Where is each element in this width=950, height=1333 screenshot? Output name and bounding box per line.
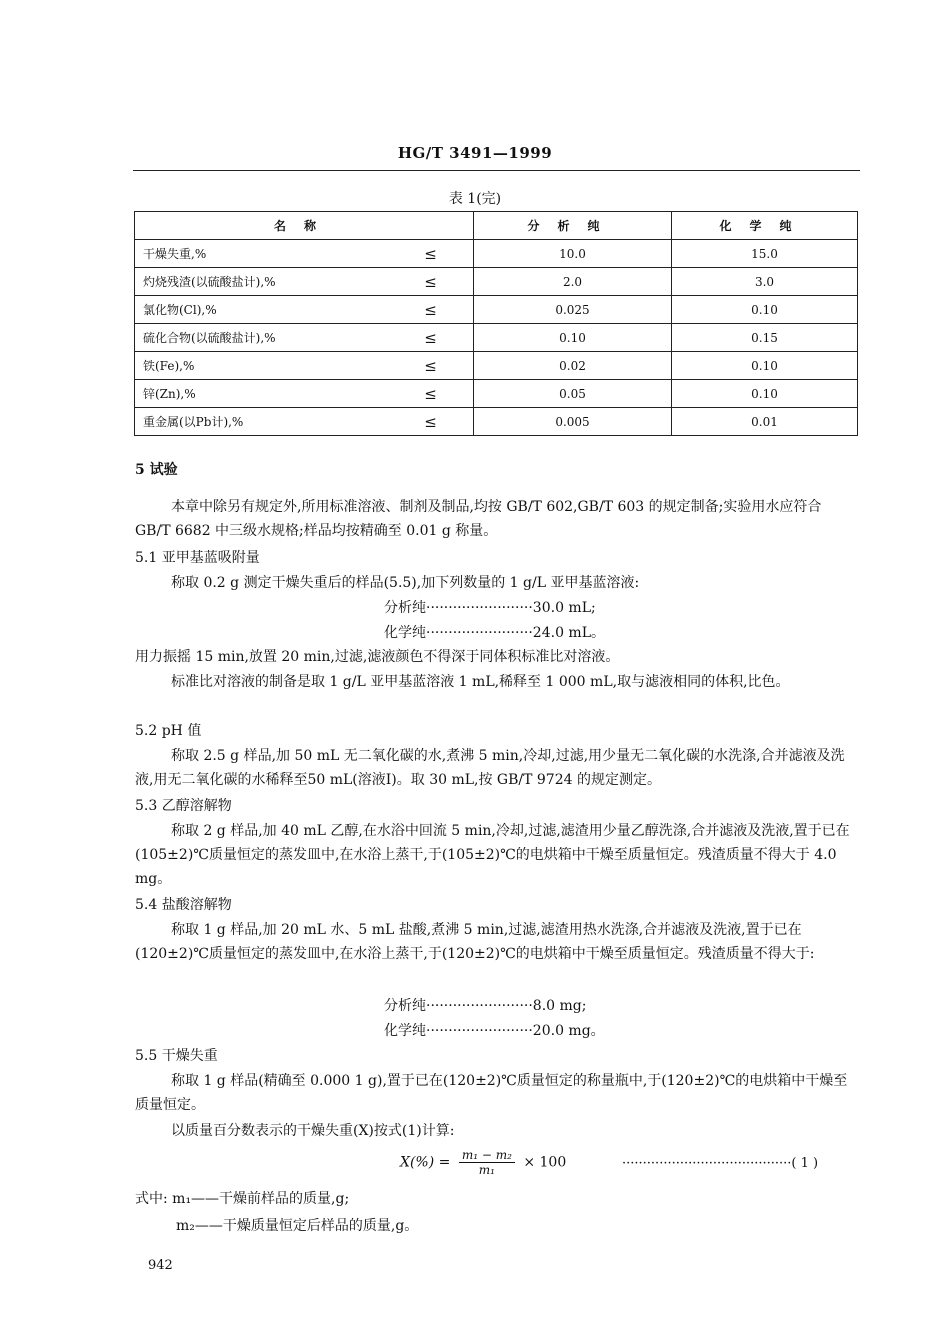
section-5-5-para-1: 称取 1 g 样品(精确至 0.000 1 g),置于已在(120±2)℃质量恒定的称量瓶中,于(120±2)℃的电烘箱中干燥至质量恒定。 [135, 1073, 848, 1113]
section-5-3-title: 5.3 乙醇溶解物 [135, 798, 232, 814]
section-5-1-para-2: 用力振摇 15 min,放置 20 min,过滤,滤液颜色不得深于同体积标准比对溶液。 [135, 649, 620, 665]
table-row [135, 296, 858, 324]
row-name: 铁(Fe),% [135, 352, 389, 380]
row-ar: 10.0 [474, 240, 672, 268]
row-name: 氯化物(Cl),% [135, 296, 389, 324]
section-5-2-title: 5.2 pH 值 [135, 723, 202, 739]
col-header-ar: 分析纯 [474, 212, 672, 240]
row-name: 重金属(以Pb计),% [135, 408, 389, 436]
row-op: ≤ [388, 408, 474, 436]
table-row [135, 380, 858, 408]
table-row [135, 268, 858, 296]
row-ar: 0.10 [474, 324, 672, 352]
table-row [135, 240, 858, 268]
section-5-2-para-1: 称取 2.5 g 样品,加 50 mL 无二氧化碳的水,煮沸 5 min,冷却,过滤,用少量无二氧化碳的水洗涤,合并滤液及洗液,用无二氧化碳的水稀释至50 mL(溶液Ⅰ)。取 30 mL,按 GB/T 9724 的规定测定。 [135, 748, 845, 788]
formula-lhs: X(%) = [400, 1154, 451, 1171]
row-name: 锌(Zn),% [135, 380, 389, 408]
row-cp: 3.0 [672, 268, 858, 296]
standard-code: HG/T 3491—1999 [397, 144, 553, 162]
section-5-1-para-3: 标准比对溶液的制备是取 1 g/L 亚甲基蓝溶液 1 mL,稀释至 1 000 mL,取与滤液相同的体积,比色。 [171, 674, 790, 690]
section-5-1-para-1: 称取 0.2 g 测定干燥失重后的样品(5.5),加下列数量的 1 g/L 亚甲基蓝溶液: [171, 575, 640, 591]
row-cp: 0.10 [672, 380, 858, 408]
section-5-intro: 本章中除另有规定外,所用标准溶液、制剂及制品,均按 GB/T 602,GB/T 603 的规定制备;实验用水应符合 GB/T 6682 中三级水规格;样品均按精确至 0.01 g 称量。 [135, 499, 822, 539]
row-op: ≤ [388, 352, 474, 380]
row-op: ≤ [388, 296, 474, 324]
section-5-title: 5 试验 [135, 462, 178, 478]
formula-numerator: m₁ − m₂ [459, 1148, 515, 1163]
formula-where-1: 式中: m₁——干燥前样品的质量,g; [135, 1191, 350, 1207]
row-cp: 0.01 [672, 408, 858, 436]
table-row [135, 408, 858, 436]
spec-table [134, 211, 858, 436]
row-name: 灼烧残渣(以硫酸盐计),% [135, 268, 389, 296]
page-number: 942 [148, 1258, 173, 1273]
section-5-1-item-ar: 分析纯························30.0 mL; [384, 600, 596, 616]
row-op: ≤ [388, 380, 474, 408]
formula-number: ·········································( 1 ) [622, 1156, 819, 1171]
row-name: 硫化合物(以硫酸盐计),% [135, 324, 389, 352]
row-cp: 0.10 [672, 352, 858, 380]
section-5-5-para-2: 以质量百分数表示的干燥失重(X)按式(1)计算: [171, 1123, 455, 1139]
formula-denominator: m₁ [478, 1163, 495, 1177]
section-5-4-title: 5.4 盐酸溶解物 [135, 897, 232, 913]
section-5-4-item-cp: 化学纯························20.0 mg。 [384, 1023, 605, 1039]
table-row [135, 352, 858, 380]
row-ar: 0.005 [474, 408, 672, 436]
row-op: ≤ [388, 268, 474, 296]
header-rule [133, 170, 860, 171]
row-op: ≤ [388, 240, 474, 268]
section-5-3-para-1: 称取 2 g 样品,加 40 mL 乙醇,在水浴中回流 5 min,冷却,过滤,滤渣用少量乙醇洗涤,合并滤液及洗液,置于已在(105±2)℃质量恒定的蒸发皿中,在水浴上蒸干,于(105±2)℃的电烘箱中干燥至质量恒定。残渣质量不得大于 4.0 mg。 [135, 823, 850, 887]
table-caption: 表 1(完) [448, 191, 502, 207]
col-header-cp: 化学纯 [672, 212, 858, 240]
row-ar: 0.05 [474, 380, 672, 408]
section-5-5-title: 5.5 干燥失重 [135, 1048, 218, 1064]
section-5-1-item-cp: 化学纯························24.0 mL。 [384, 625, 605, 641]
section-5-4-item-ar: 分析纯························8.0 mg; [384, 998, 587, 1014]
section-5-1-title: 5.1 亚甲基蓝吸附量 [135, 550, 260, 566]
formula-1 [400, 1148, 566, 1177]
row-cp: 0.15 [672, 324, 858, 352]
section-5-4-para-1: 称取 1 g 样品,加 20 mL 水、5 mL 盐酸,煮沸 5 min,过滤,滤渣用热水洗涤,合并滤液及洗液,置于已在(120±2)℃质量恒定的蒸发皿中,在水浴上蒸干,于(120±2)℃的电烘箱中干燥至质量恒定。残渣质量不得大于: [135, 922, 815, 962]
table-header-row [135, 212, 858, 240]
col-header-name: 名称 [135, 212, 474, 240]
formula-fraction [459, 1148, 515, 1177]
formula-rhs: × 100 [523, 1154, 567, 1171]
row-ar: 2.0 [474, 268, 672, 296]
row-ar: 0.025 [474, 296, 672, 324]
formula-where-2: m₂——干燥质量恒定后样品的质量,g。 [176, 1218, 419, 1234]
row-ar: 0.02 [474, 352, 672, 380]
table-row [135, 324, 858, 352]
row-op: ≤ [388, 324, 474, 352]
row-name: 干燥失重,% [135, 240, 389, 268]
row-cp: 0.10 [672, 296, 858, 324]
row-cp: 15.0 [672, 240, 858, 268]
